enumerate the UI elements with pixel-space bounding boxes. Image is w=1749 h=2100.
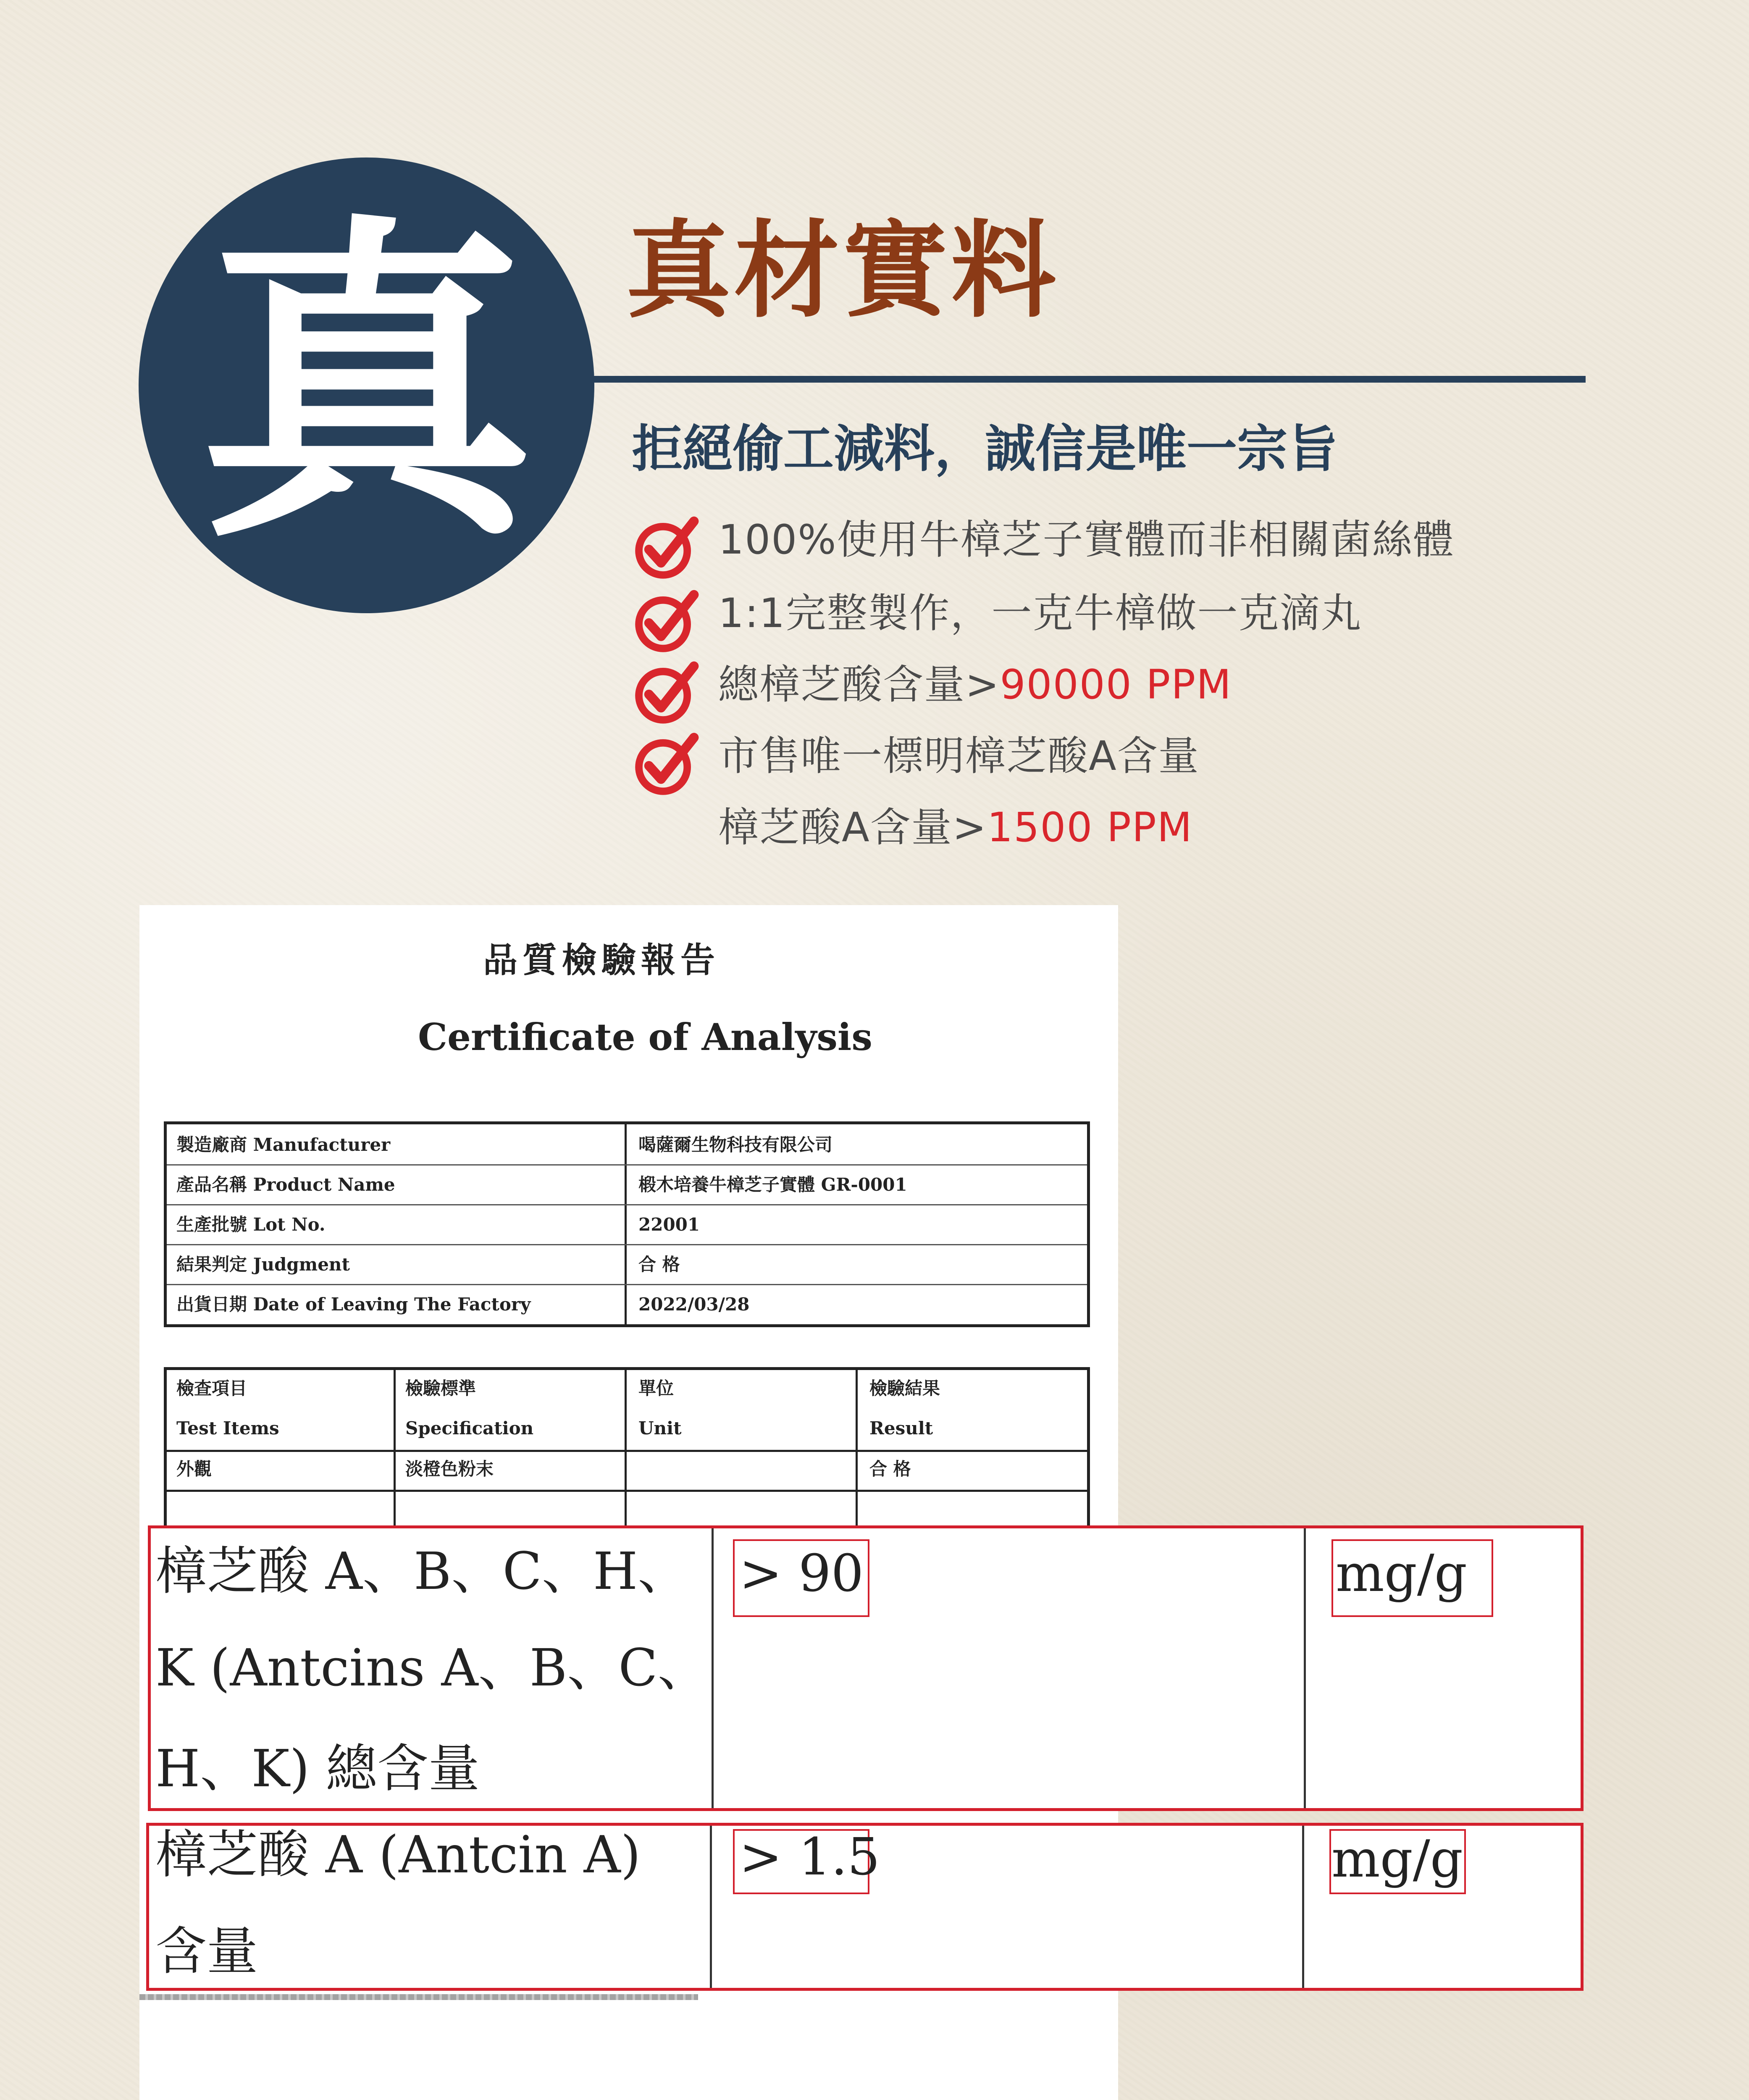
tests-header-items-en: Test Items bbox=[176, 1418, 279, 1438]
info-value: 22001 bbox=[638, 1214, 700, 1235]
tests-header-spec-en: Specification bbox=[405, 1418, 534, 1438]
highlight-spec: > 1.5 bbox=[739, 1827, 880, 1887]
tests-header-unit-cn: 單位 bbox=[638, 1378, 674, 1399]
check-circle-icon bbox=[632, 588, 699, 655]
title-divider bbox=[592, 376, 1586, 383]
info-value: 合 格 bbox=[638, 1254, 680, 1275]
badge-character: 真 bbox=[198, 189, 535, 581]
tests-header-unit-en: Unit bbox=[638, 1418, 682, 1438]
highlight-item-line: 樟芝酸 A (Antcin A) bbox=[155, 1825, 641, 1885]
highlight-spec: > 90 bbox=[739, 1544, 864, 1603]
highlight-unit: mg/g bbox=[1336, 1544, 1467, 1603]
info-label: 產品名稱 Product Name bbox=[176, 1174, 395, 1195]
certificate-title-en: Certificate of Analysis bbox=[418, 1015, 872, 1059]
feature-highlight: 90000 PPM bbox=[1000, 661, 1232, 708]
info-value: 2022/03/28 bbox=[638, 1294, 750, 1315]
feature-text: 樟芝酸A含量> bbox=[718, 804, 987, 851]
feature-text: 100%使用牛樟芝子實體而非相關菌絲體 bbox=[718, 516, 1455, 563]
tests-header-result-en: Result bbox=[869, 1418, 933, 1438]
page-title: 真材實料 bbox=[626, 210, 1059, 332]
highlight-item-line: 樟芝酸 A、B、C、H、 bbox=[155, 1541, 689, 1601]
page-subtitle: 拒絕偷工減料，誠信是唯一宗旨 bbox=[632, 420, 1338, 478]
tests-header-result-cn: 檢驗結果 bbox=[869, 1378, 940, 1399]
appearance-result: 合 格 bbox=[869, 1459, 911, 1479]
check-circle-icon bbox=[632, 514, 699, 582]
feature-text: 總樟芝酸含量> bbox=[718, 661, 1000, 708]
highlight-item-line: K (Antcins A、B、C、 bbox=[155, 1638, 709, 1698]
info-label: 結果判定 Judgment bbox=[176, 1254, 350, 1275]
info-label: 出貨日期 Date of Leaving The Factory bbox=[176, 1294, 531, 1315]
info-label: 製造廠商 Manufacturer bbox=[176, 1134, 391, 1155]
check-circle-icon bbox=[632, 731, 699, 798]
check-circle-icon bbox=[632, 659, 699, 727]
feature-highlight: 1500 PPM bbox=[987, 804, 1193, 851]
certificate-title-cn: 品質檢驗報告 bbox=[483, 940, 720, 980]
feature-text: 1:1完整製作，一克牛樟做一克滴丸 bbox=[718, 590, 1362, 637]
highlight-unit: mg/g bbox=[1331, 1829, 1463, 1889]
appearance-item: 外觀 bbox=[176, 1459, 212, 1479]
info-label: 生產批號 Lot No. bbox=[176, 1214, 326, 1235]
obscured-note-line bbox=[139, 1994, 698, 2000]
highlight-item-line: 含量 bbox=[155, 1922, 258, 1981]
appearance-spec: 淡橙色粉末 bbox=[405, 1459, 494, 1479]
tests-header-spec-cn: 檢驗標準 bbox=[405, 1378, 476, 1399]
highlight-item-line: H、K) 總含量 bbox=[155, 1739, 480, 1798]
info-value: 椴木培養牛樟芝子實體 GR-0001 bbox=[638, 1174, 907, 1195]
tests-header-items-cn: 檢查項目 bbox=[176, 1378, 247, 1399]
feature-text: 市售唯一標明樟芝酸A含量 bbox=[718, 732, 1200, 780]
info-value: 喝薩爾生物科技有限公司 bbox=[638, 1134, 833, 1155]
